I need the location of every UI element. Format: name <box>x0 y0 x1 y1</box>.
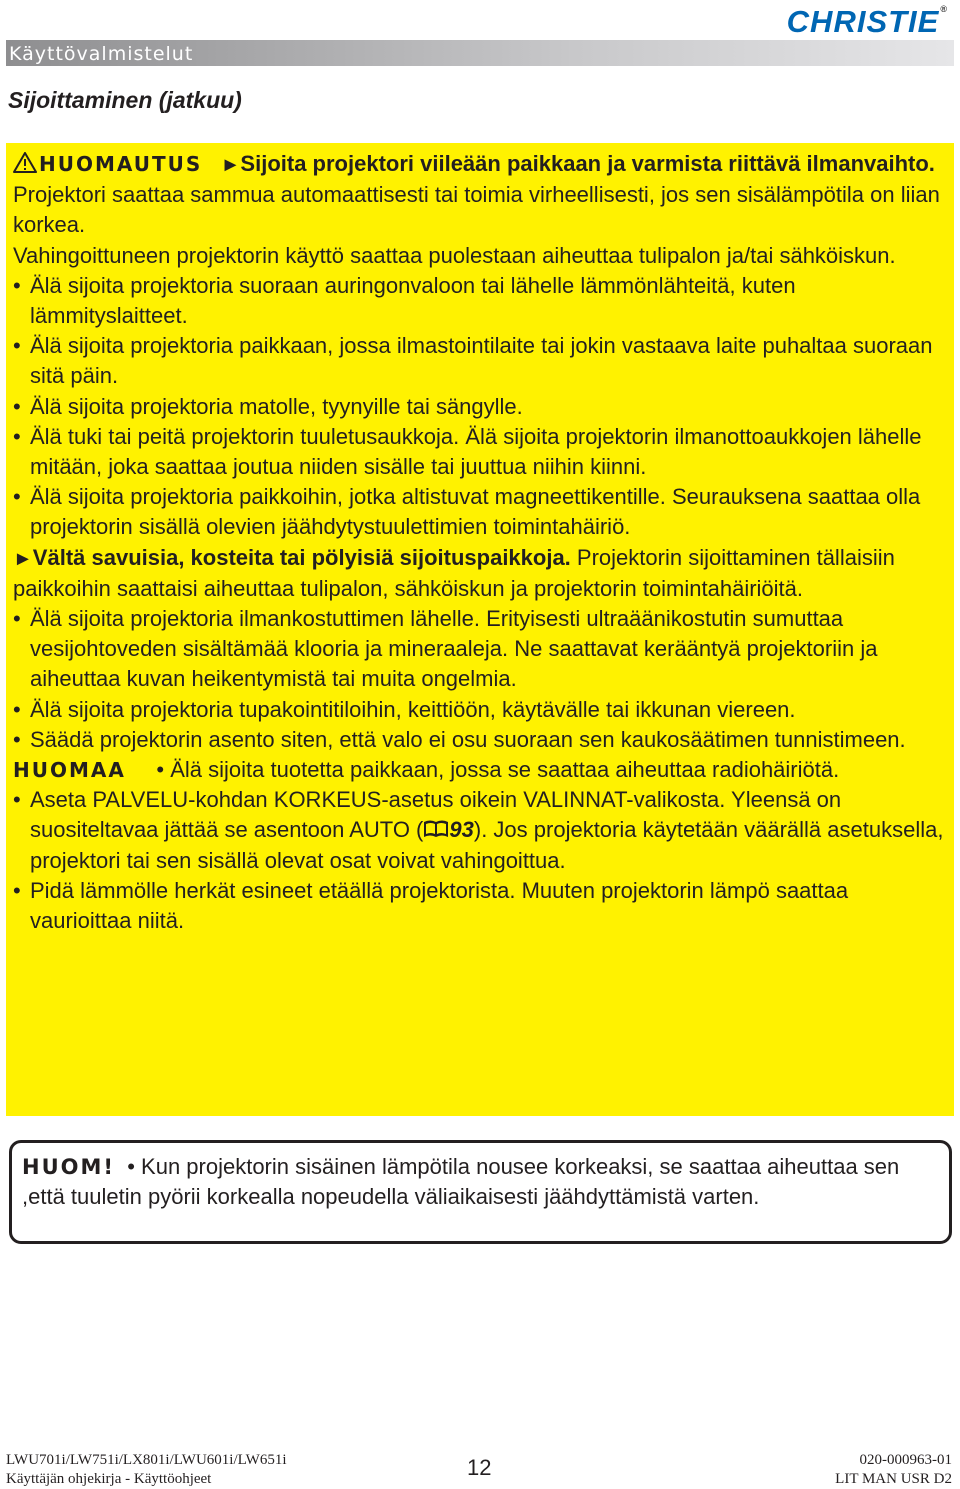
arrow-icon: ► <box>220 154 241 176</box>
caution-box <box>6 143 954 1116</box>
caution-lead-text: Projektori saattaa sammua automaattisesti tai toimia virheellisesti, jos sen sisälämpötila on liian korkea. <box>13 182 940 238</box>
list-item: • Älä sijoita projektoria matolle, tyynyille tai sängylle. <box>13 392 944 422</box>
list-item: • Älä sijoita projektoria tupakointitiloihin, keittiöön, käytävälle tai ikkunan viereen. <box>13 695 944 725</box>
list-item: • Älä sijoita projektoria suoraan auringonvaloon tai lähelle lämmönlähteitä, kuten lämmityslaitteet. <box>13 272 796 329</box>
note-text <box>22 1152 939 1211</box>
notice-lead <box>13 755 944 785</box>
arrow-icon: ► <box>13 547 33 570</box>
bullet-icon: • <box>13 606 21 632</box>
bullet-icon: • <box>13 877 21 903</box>
book-reference-icon <box>423 819 449 839</box>
list-item: • Älä sijoita projektoria paikkaan, jossa ilmastointilaite tai jokin vastaava laite puhaltaa suoraan sitä päin. <box>13 333 933 389</box>
caution-lead2-text: Projektorin sijoittaminen tällaisiin paikkoihin saattaisi aiheuttaa tulipalon, sähköiskun ja projektorin toimintahäiriöitä. <box>13 544 895 601</box>
bullet-icon: • <box>156 757 165 783</box>
caution-lead2-bold: Vältä savuisia, kosteita tai pölyisiä sijoituspaikkoja. <box>32 544 571 570</box>
bullet-icon: • <box>13 423 21 449</box>
notice-first: Älä sijoita tuotetta paikkaan, jossa se saattaa aiheuttaa radiohäiriötä. <box>170 757 840 783</box>
caution-label: HUOMAUTUS <box>39 152 203 176</box>
footer-lit-code: LIT MAN USR D2 <box>835 1471 952 1487</box>
caution-bullets2 <box>13 604 944 755</box>
bullet-icon: • <box>13 787 21 813</box>
christie-logo: CHRISTIE ® <box>786 4 948 39</box>
bullet-icon: • <box>13 484 21 510</box>
bullet-icon: • <box>13 726 21 752</box>
list-item: • Säädä projektorin asento siten, että valo ei osu suoraan sen kaukosäätimen tunnistimeen. <box>13 725 944 755</box>
list-item: • Aseta PALVELU-kohdan KORKEUS-asetus oikein VALINNAT-valikosta. Yleensä on suositeltavaa jättää se asentoon AUTO ( 93). Jos projektoria käytetään väärällä asetuksella, projektori tai sen sisällä olevat osat voivat vahingoittua. <box>13 787 944 873</box>
notice-label: HUOMAA <box>13 758 126 783</box>
footer-manual: Käyttäjän ohjekirja - Käyttöohjeet <box>6 1471 212 1487</box>
warning-icon <box>13 152 37 173</box>
caution-lead2 <box>13 543 944 604</box>
note-label: HUOM! <box>22 1155 115 1179</box>
footer-models: LWU701i/LW751i/LX801i/LWU601i/LW651i <box>6 1452 287 1468</box>
caution-lead-text2: Vahingoittuneen projektorin käyttö saattaa puolestaan aiheuttaa tulipalon ja/tai sähköiskun. <box>13 242 896 268</box>
footer-left <box>6 1451 287 1489</box>
section-header-label: Käyttövalmistelut <box>9 43 194 65</box>
list-item: • Älä tuki tai peitä projektorin tuuletusaukkoja. Älä sijoita projektorin ilmanottoaukkojen lähelle mitään, joka saattaa joutua niiden sisälle tai juuttua niihin kiinni. <box>13 423 922 480</box>
list-item: • Pidä lämmölle herkät esineet etäällä projektorista. Muuten projektorin lämpö saattaa vaurioittaa niitä. <box>13 877 849 934</box>
footer-doc-number: 020-000963-01 <box>859 1452 952 1468</box>
bullet-icon: • <box>13 393 21 419</box>
section-header-bar <box>6 40 954 66</box>
page-title: Sijoittaminen (jatkuu) <box>8 87 242 113</box>
caution-lead-bold: Sijoita projektori viileään paikkaan ja varmista riittävä ilmanvaihto. <box>240 151 935 176</box>
note-body: Kun projektorin sisäinen lämpötila nousee korkeaksi, se saattaa aiheuttaa sen ,että tuuletin pyörii korkealla nopeudella väliaikaisesti jäähdyttämistä varten. <box>22 1154 900 1209</box>
caution-lead <box>13 149 944 241</box>
caution-bullets1 <box>13 271 944 543</box>
bullet-icon: • <box>13 333 21 359</box>
list-item: • Älä sijoita projektoria paikkoihin, jotka altistuvat magneettikentille. Seurauksena saattaa olla projektorin sisällä olevien jäähdytystuulettimien toimintahäiriö. <box>13 484 921 540</box>
bullet-icon: • <box>127 1154 135 1179</box>
page-number: 12 <box>467 1455 492 1480</box>
list-item: • Älä sijoita projektoria ilmankostuttimen lähelle. Erityisesti ultraäänikostutin sumuttaa vesijohtoveden sisältämää klooria ja mineraaleja. Ne saattavat kerääntyä projektoriin ja aiheuttaa kuvan heikentymistä tai muita ongelmia. <box>13 606 878 692</box>
bullet-icon: • <box>13 696 21 722</box>
note-box <box>9 1140 952 1244</box>
footer-right <box>835 1451 952 1489</box>
bullet-icon: • <box>13 272 21 298</box>
page-reference[interactable]: 93 <box>449 817 474 843</box>
